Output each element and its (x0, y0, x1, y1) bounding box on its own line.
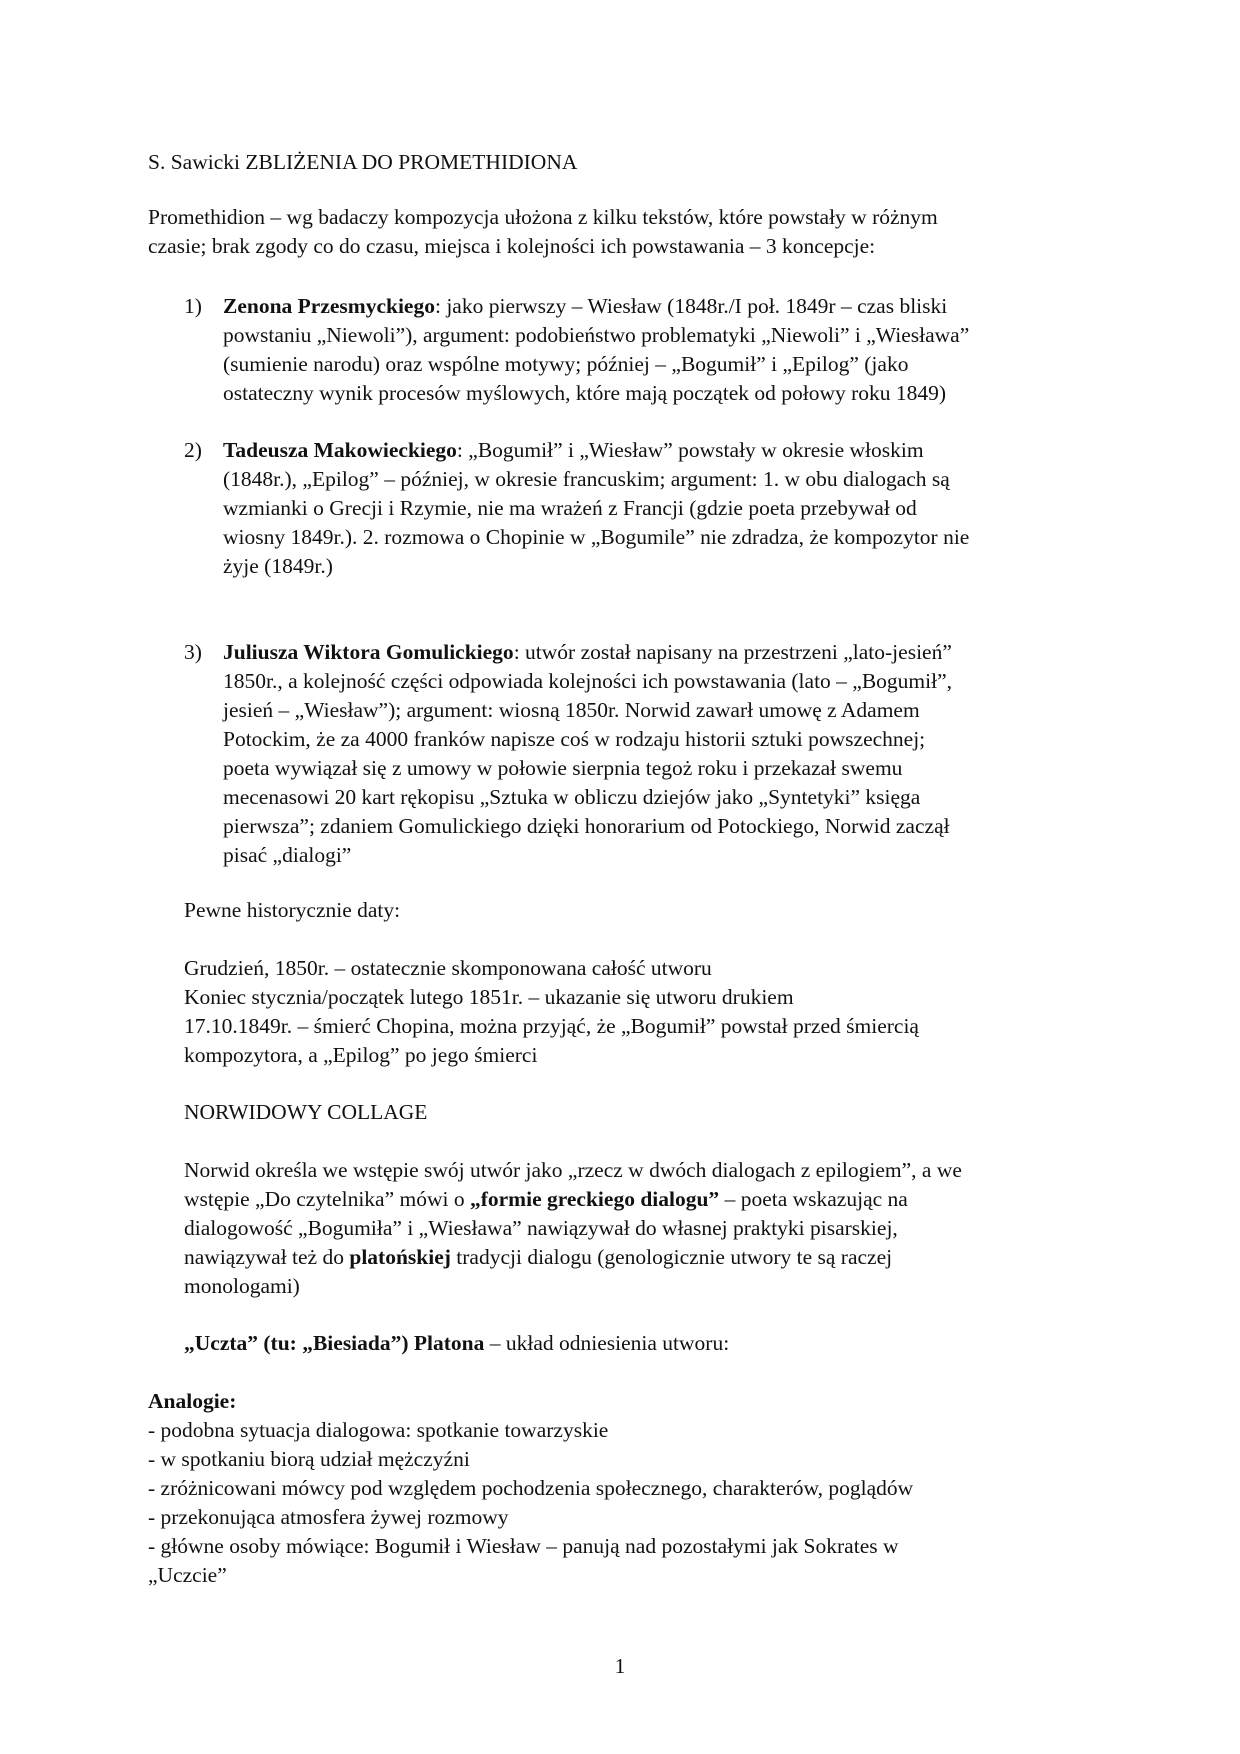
concept-line: mecenasowi 20 kart rękopisu „Sztuka w obliczu dziejów jako „Syntetyki” księga (223, 785, 921, 809)
text-run: – układ odniesienia utworu: (484, 1331, 730, 1355)
text-run: nawiązywał też do (184, 1245, 350, 1269)
collage-line: Norwid określa we wstępie swój utwór jako „rzecz w dwóch dialogach z epilogiem”, a we (184, 1158, 962, 1182)
analogy-item: „Uczcie” (148, 1563, 227, 1587)
concept-line: jesień – „Wiesław”); argument: wiosną 1850r. Norwid zawarł umowę z Adamem (223, 698, 920, 722)
emphasis-text: „formie greckiego dialogu” (469, 1187, 720, 1211)
text-run: – poeta wskazując na (719, 1187, 908, 1211)
researcher-name: Zenona Przesmyckiego (223, 294, 435, 318)
concept-line: żyje (1849r.) (223, 554, 333, 578)
uczta-line (184, 1329, 1084, 1358)
concept-line: (sumienie narodu) oraz wspólne motywy; później – „Bogumił” i „Epilog” (jako (223, 352, 909, 376)
emphasis-text: platońskiej (349, 1245, 451, 1269)
collage-paragraph (184, 1156, 1084, 1301)
concept-text (223, 292, 1085, 408)
analogies-heading: Analogie: (148, 1389, 237, 1413)
concept-line: Potockim, że za 4000 franków napisze coś w rodzaju historii sztuki powszechnej; (223, 727, 926, 751)
concept-text (223, 436, 1085, 581)
researcher-name: Tadeusza Makowieckiego (223, 438, 457, 462)
analogy-item: - podobna sytuacja dialogowa: spotkanie towarzyskie (148, 1418, 609, 1442)
researcher-name: Juliusza Wiktora Gomulickiego (223, 640, 514, 664)
concept-line: pierwsza”; zdaniem Gomulickiego dzięki honorarium od Potockiego, Norwid zaczął (223, 814, 950, 838)
concept-line: wiosny 1849r.). 2. rozmowa o Chopinie w „Bogumile” nie zdradza, że kompozytor nie (223, 525, 970, 549)
collage-line: monologami) (184, 1274, 300, 1298)
list-number: 1) (184, 294, 202, 318)
document-title: S. Sawicki ZBLIŻENIA DO PROMETHIDIONA (148, 150, 578, 174)
list-number: 3) (184, 640, 202, 664)
intro-paragraph (148, 203, 1088, 261)
intro-line: Promethidion – wg badaczy kompozycja ułożona z kilku tekstów, które powstały w różnym (148, 205, 938, 229)
concept-line: : jako pierwszy – Wiesław (1848r./I poł. 1849r – czas bliski (434, 294, 948, 318)
dates-heading: Pewne historycznie daty: (184, 898, 401, 922)
analogy-item: - główne osoby mówiące: Bogumił i Wiesław – panują nad pozostałymi jak Sokrates w (148, 1534, 899, 1558)
text-run: wstępie „Do czytelnika” mówi o (184, 1187, 470, 1211)
concept-line: wzmianki o Grecji i Rzymie, nie ma wrażeń z Francji (gdzie poeta przebywał od (223, 496, 917, 520)
concept-line: powstaniu „Niewoli”), argument: podobieństwo problematyki „Niewoli” i „Wiesława” (223, 323, 970, 347)
analogy-item: - zróżnicowani mówcy pod względem pochodzenia społecznego, charakterów, poglądów (148, 1476, 914, 1500)
concept-line: 1850r., a kolejność części odpowiada kolejności ich powstawania (lato – „Bogumił”, (223, 669, 953, 693)
collage-line (184, 1185, 1084, 1214)
list-number: 2) (184, 438, 202, 462)
concept-line: poeta wywiązał się z umowy w połowie sierpnia tegoż roku i przekazał swemu (223, 756, 903, 780)
concept-text (223, 638, 1085, 870)
analogy-item: - w spotkaniu biorą udział mężczyźni (148, 1447, 470, 1471)
date-line: Koniec stycznia/początek lutego 1851r. – ukazanie się utworu drukiem (184, 985, 794, 1009)
concept-line: (1848r.), „Epilog” – później, w okresie francuskim; argument: 1. w obu dialogach są (223, 467, 950, 491)
intro-line: czasie; brak zgody co do czasu, miejsca i kolejności ich powstawania – 3 koncepcje: (148, 234, 876, 258)
concept-line: : utwór został napisany na przestrzeni „lato-jesień” (513, 640, 952, 664)
section-heading-collage: NORWIDOWY COLLAGE (184, 1100, 428, 1124)
date-line: kompozytora, a „Epilog” po jego śmierci (184, 1043, 538, 1067)
collage-line (184, 1243, 1084, 1272)
analogies-section (148, 1387, 1088, 1590)
analogy-item: - przekonująca atmosfera żywej rozmowy (148, 1505, 509, 1529)
emphasis-text: „Uczta” (tu: „Biesiada”) Platona (184, 1331, 485, 1355)
collage-line: dialogowość „Bogumiła” i „Wiesława” nawiązywał do własnej praktyki pisarskiej, (184, 1216, 898, 1240)
date-line: Grudzień, 1850r. – ostatecznie skomponowana całość utworu (184, 956, 712, 980)
text-run: tradycji dialogu (genologicznie utwory te są raczej (450, 1245, 893, 1269)
concept-line: pisać „dialogi” (223, 843, 352, 867)
concept-line: : „Bogumił” i „Wiesław” powstały w okresie włoskim (456, 438, 924, 462)
dates-list (184, 954, 1084, 1070)
concept-line: ostateczny wynik procesów myślowych, które mają początek od połowy roku 1849) (223, 381, 947, 405)
page-number: 1 (614, 1654, 626, 1678)
date-line: 17.10.1849r. – śmierć Chopina, można przyjąć, że „Bogumił” powstał przed śmiercią (184, 1014, 919, 1038)
